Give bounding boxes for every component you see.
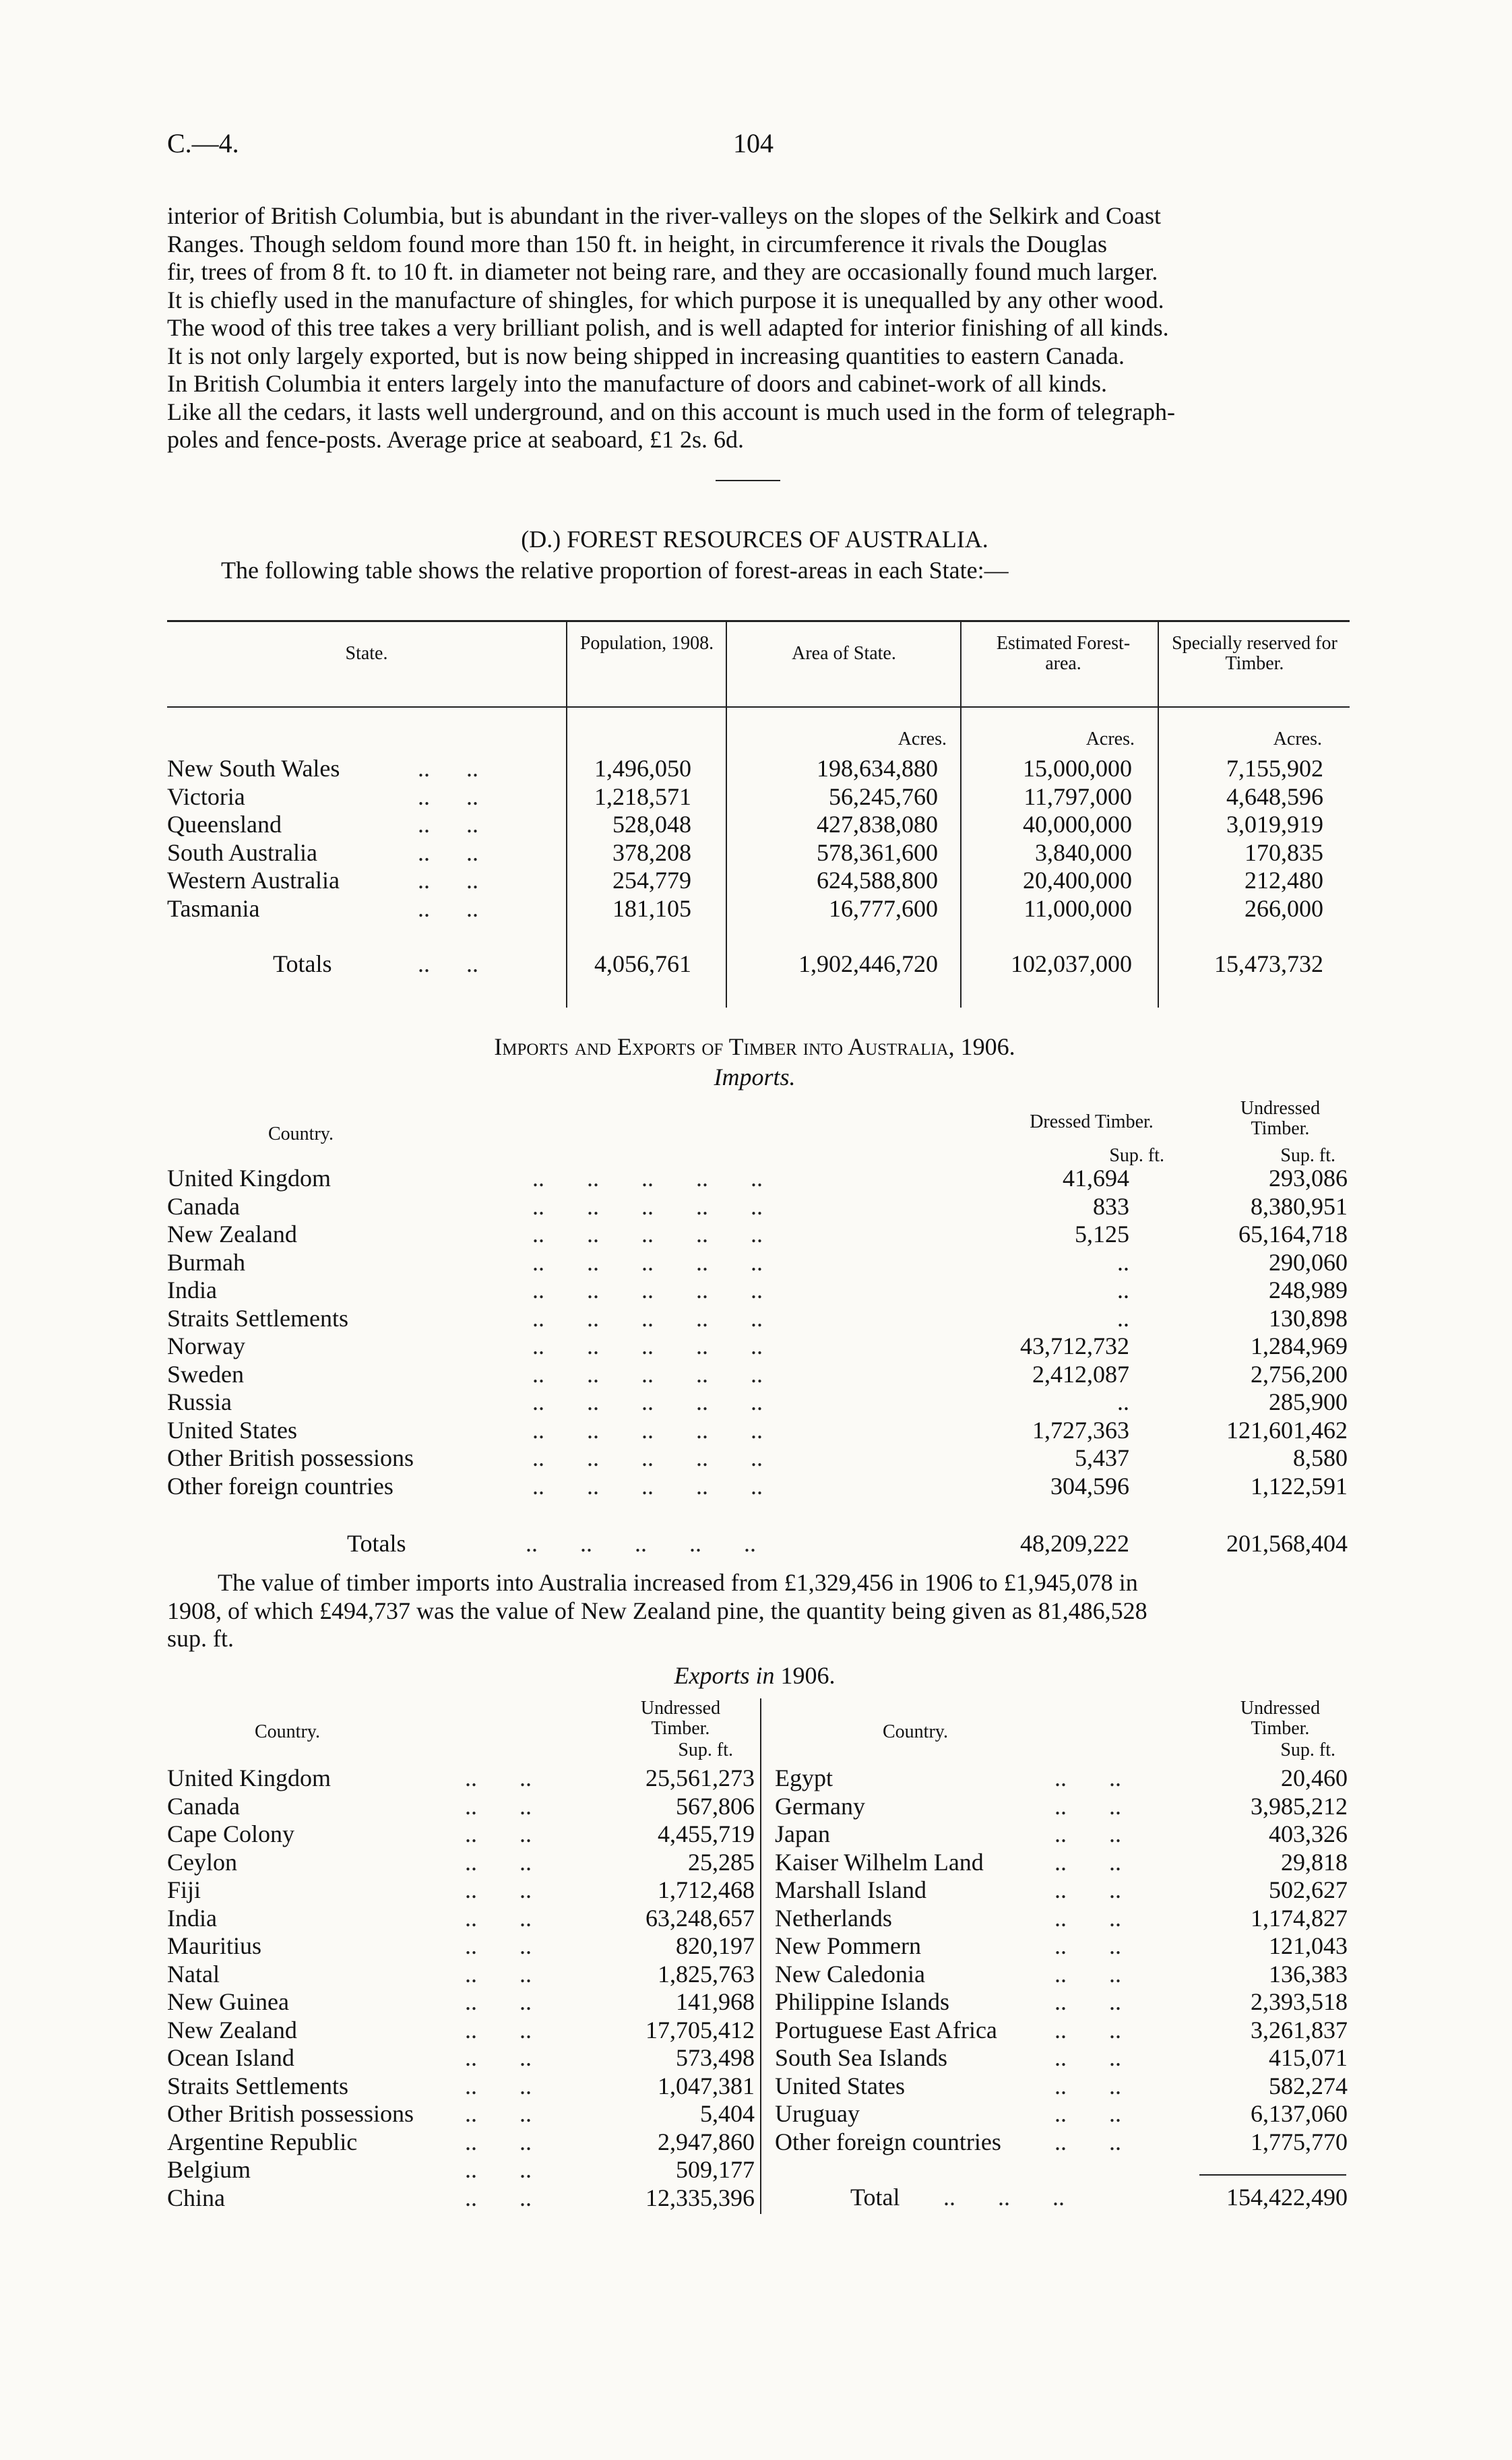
totals-label: Totals (273, 950, 332, 977)
exports-col-undressed-left: Undressed Timber. (640, 1698, 721, 1739)
table-row-reserved: 4,648,596 (1226, 782, 1323, 810)
exports-left-country: Natal (167, 1960, 220, 1988)
imports-row-country: United States (167, 1416, 297, 1444)
col-header-forest: Estimated Forest-area. (996, 633, 1131, 674)
table-row-area: 578,361,600 (817, 838, 938, 866)
table-row-population: 254,779 (612, 867, 691, 894)
table-row-state: Victoria (167, 782, 245, 810)
exports-total-label: Total (850, 2184, 900, 2211)
leader-dots: .. .. .. .. .. (532, 1304, 763, 1332)
exports-right-country: New Pommern (775, 1932, 921, 1959)
exports-left-country: United Kingdom (167, 1764, 331, 1791)
leader-dots: .. .. (465, 2044, 532, 2071)
exports-right-country: Marshall Island (775, 1876, 926, 1903)
exports-total-rule (1199, 2174, 1346, 2176)
exports-right-value: 3,985,212 (1251, 1792, 1348, 1820)
imports-row-undressed: 290,060 (1269, 1248, 1348, 1276)
imports-row-dressed: 304,596 (1050, 1472, 1129, 1500)
exports-subtitle (337, 1662, 1172, 1690)
leader-dots: .. .. (1054, 2016, 1121, 2043)
leader-dots: .. .. .. .. .. (532, 1165, 763, 1192)
leader-dots: .. .. .. .. .. (532, 1332, 763, 1359)
imports-row-country: India (167, 1277, 217, 1303)
leader-dots: .. .. (465, 1876, 532, 1903)
table-top-rule (167, 620, 1350, 622)
col-header-reserved: Specially reserved for Timber. (1172, 633, 1337, 674)
table-row-population: 378,208 (612, 838, 691, 866)
table-row-forest: 15,000,000 (1023, 755, 1132, 782)
imports-unit-undressed: Sup. ft. (1280, 1145, 1335, 1166)
value-note (167, 1569, 1346, 1653)
exports-subtitle-year: 1906. (780, 1662, 836, 1689)
leader-dots: .. .. (465, 1932, 532, 1959)
col-header-population: Population, 1908. (579, 633, 714, 654)
exports-divider (760, 1698, 761, 2214)
imports-col-undressed: Undressed Timber. (1240, 1098, 1321, 1139)
table-row-forest: 40,000,000 (1023, 811, 1132, 838)
exports-right-value: 136,383 (1269, 1960, 1348, 1988)
intro-line: It is chiefly used in the manufacture of shingles, for which purpose it is unequalled by any other wood. (167, 286, 1164, 313)
totals-area: 1,902,446,720 (798, 950, 938, 977)
table-row-state: New South Wales (167, 755, 340, 782)
imports-row-country: Sweden (167, 1360, 244, 1388)
table-row-reserved: 3,019,919 (1226, 811, 1323, 838)
intro-paragraph (167, 202, 1346, 454)
leader-dots: .. .. (1054, 1904, 1121, 1932)
exports-left-value: 509,177 (676, 2156, 755, 2183)
intro-line: It is not only largely exported, but is now being shipped in increasing quantities to eastern Canada. (167, 342, 1125, 369)
exports-left-country: Argentine Republic (167, 2128, 358, 2155)
exports-left-country: Other British possessions (167, 2100, 414, 2127)
section-title: (D.) FOREST RESOURCES OF AUSTRALIA. (521, 526, 988, 553)
leader-dots: .. .. (1054, 2072, 1121, 2099)
exports-left-value: 141,968 (676, 1988, 755, 2015)
exports-left-country: New Zealand (167, 2016, 297, 2043)
exports-right-country: United States (775, 2072, 905, 2099)
exports-right-country: Philippine Islands (775, 1988, 949, 2015)
table-row-reserved: 212,480 (1245, 867, 1323, 894)
value-note-line: 1908, of which £494,737 was the value of New Zealand pine, the quantity being given as 81,486,528 (167, 1597, 1147, 1624)
leader-dots: .. .. .. .. .. (532, 1416, 763, 1444)
imports-row-country: Other British possessions (167, 1444, 414, 1471)
exports-right-country: Egypt (775, 1764, 833, 1791)
exports-left-country: Canada (167, 1792, 240, 1820)
intro-line: The wood of this tree takes a very brilliant polish, and is well adapted for interior finishing of all kinds. (167, 314, 1169, 341)
imports-row-country: Norway (167, 1332, 245, 1359)
imports-row-dressed: .. (1117, 1248, 1129, 1276)
table-row-state: Tasmania (167, 894, 260, 922)
imports-row-dressed: .. (1117, 1388, 1129, 1415)
imports-totals-dressed: 48,209,222 (1020, 1530, 1129, 1557)
exports-right-value: 6,137,060 (1251, 2100, 1348, 2127)
leader-dots: .. .. .. .. .. (532, 1360, 763, 1388)
exports-right-country: New Caledonia (775, 1960, 925, 1988)
leader-dots: .. .. (1054, 1876, 1121, 1903)
imports-row-undressed: 248,989 (1269, 1277, 1348, 1303)
leader-dots: .. .. .. .. .. (532, 1277, 763, 1303)
imports-row-country: Straits Settlements (167, 1304, 348, 1332)
intro-line: In British Columbia it enters largely into the manufacture of doors and cabinet-work of all kinds. (167, 370, 1107, 397)
exports-right-value: 502,627 (1269, 1876, 1348, 1903)
exports-left-country: India (167, 1904, 217, 1932)
imports-row-undressed: 130,898 (1269, 1304, 1348, 1332)
leader-dots: .. .. (418, 811, 478, 838)
exports-left-value: 820,197 (676, 1932, 755, 1959)
imports-row-undressed: 65,164,718 (1238, 1221, 1348, 1248)
imports-row-dressed: 5,437 (1075, 1444, 1129, 1471)
imports-row-country: Burmah (167, 1248, 245, 1276)
col-header-area: Area of State. (792, 643, 896, 664)
imports-row-country: United Kingdom (167, 1165, 331, 1192)
leader-dots: .. .. .. .. .. (532, 1444, 763, 1471)
table-row-population: 1,218,571 (594, 782, 691, 810)
table-row-area: 198,634,880 (817, 755, 938, 782)
exports-right-country: Portuguese East Africa (775, 2016, 997, 2043)
leader-dots: .. .. .. .. .. (526, 1530, 756, 1557)
exports-left-country: Mauritius (167, 1932, 261, 1959)
table-row-population: 181,105 (612, 894, 691, 922)
leader-dots: .. .. (1054, 1764, 1121, 1791)
leader-dots: .. .. (465, 2156, 532, 2183)
exports-left-value: 25,561,273 (645, 1764, 755, 1791)
imports-row-dressed: 2,412,087 (1032, 1360, 1129, 1388)
exports-right-value: 29,818 (1281, 1848, 1348, 1876)
exports-left-value: 567,806 (676, 1792, 755, 1820)
imports-row-dressed: 5,125 (1075, 1221, 1129, 1248)
col-divider (726, 620, 727, 1008)
leader-dots: .. .. (465, 1820, 532, 1847)
imports-row-undressed: 1,122,591 (1251, 1472, 1348, 1500)
leader-dots: .. .. (1054, 2100, 1121, 2127)
page-reference: C.—4. (167, 128, 239, 158)
table-row-forest: 11,000,000 (1023, 894, 1132, 922)
exports-subtitle-italic: Exports in (674, 1662, 775, 1689)
leader-dots: .. .. (418, 782, 478, 810)
exports-left-value: 17,705,412 (645, 2016, 755, 2043)
leader-dots: .. .. (465, 2016, 532, 2043)
exports-left-value: 25,285 (688, 1848, 755, 1876)
exports-left-value: 2,947,860 (658, 2128, 755, 2155)
exports-right-value: 2,393,518 (1251, 1988, 1348, 2015)
exports-left-country: Ocean Island (167, 2044, 294, 2071)
leader-dots: .. .. (465, 1904, 532, 1932)
leader-dots: .. .. (1054, 2128, 1121, 2155)
leader-dots: .. .. (1054, 1932, 1121, 1959)
table-row-state: South Australia (167, 838, 317, 866)
exports-col-undressed-right: Undressed Timber. (1240, 1698, 1321, 1739)
intro-line: fir, trees of from 8 ft. to 10 ft. in diameter not being rare, and they are occasionally found much larger. (167, 258, 1158, 285)
leader-dots: .. .. (1054, 1792, 1121, 1820)
exports-left-value: 63,248,657 (645, 1904, 755, 1932)
exports-right-country: Other foreign countries (775, 2128, 1001, 2155)
imports-row-dressed: .. (1117, 1304, 1129, 1332)
table-row-state: Queensland (167, 811, 282, 838)
exports-left-country: China (167, 2184, 225, 2211)
exports-left-value: 573,498 (676, 2044, 755, 2071)
imports-row-country: Russia (167, 1388, 232, 1415)
leader-dots: .. .. (418, 755, 478, 782)
exports-right-country: Japan (775, 1820, 830, 1847)
page-number: 104 (733, 128, 774, 158)
exports-left-country: Belgium (167, 2156, 251, 2183)
table-row-reserved: 7,155,902 (1226, 755, 1323, 782)
leader-dots: .. .. (465, 2184, 532, 2211)
leader-dots: .. .. (465, 1792, 532, 1820)
exports-col-country-left: Country. (255, 1721, 320, 1742)
leader-dots: .. .. (465, 1988, 532, 2015)
imports-row-country: New Zealand (167, 1221, 297, 1248)
value-note-line: sup. ft. (167, 1625, 234, 1652)
exports-right-value: 582,274 (1269, 2072, 1348, 2099)
exports-right-value: 3,261,837 (1251, 2016, 1348, 2043)
leader-dots: .. .. (465, 2072, 532, 2099)
leader-dots: .. .. (465, 2128, 532, 2155)
unit-area: Acres. (897, 729, 947, 749)
leader-dots: .. .. (1054, 1820, 1121, 1847)
leader-dots: .. .. .. .. .. (532, 1192, 763, 1220)
imports-row-dressed: 41,694 (1063, 1165, 1129, 1192)
totals-reserved: 15,473,732 (1214, 950, 1323, 977)
exports-left-value: 1,825,763 (658, 1960, 755, 1988)
leader-dots: .. .. (418, 838, 478, 866)
exports-right-value: 20,460 (1281, 1764, 1348, 1791)
exports-col-country-right: Country. (883, 1721, 948, 1742)
intro-line: poles and fence-posts. Average price at seaboard, £1 2s. 6d. (167, 426, 745, 453)
exports-left-value: 1,712,468 (658, 1876, 755, 1903)
exports-left-country: Ceylon (167, 1848, 237, 1876)
imports-row-undressed: 2,756,200 (1251, 1360, 1348, 1388)
col-divider (960, 620, 962, 1008)
header-bottom-rule (167, 706, 1350, 708)
col-header-state: State. (345, 643, 388, 664)
imports-row-undressed: 293,086 (1269, 1165, 1348, 1192)
exports-left-country: Cape Colony (167, 1820, 294, 1847)
imports-row-dressed: 1,727,363 (1032, 1416, 1129, 1444)
imports-totals-label: Totals (347, 1530, 406, 1557)
exports-left-country: Fiji (167, 1876, 201, 1903)
imports-row-country: Canada (167, 1192, 240, 1220)
exports-right-country: Germany (775, 1792, 865, 1820)
leader-dots: .. .. (418, 867, 478, 894)
imports-row-dressed: 833 (1093, 1192, 1129, 1220)
exports-right-value: 403,326 (1269, 1820, 1348, 1847)
totals-forest: 102,037,000 (1011, 950, 1132, 977)
leader-dots: .. .. (1054, 1848, 1121, 1876)
leader-dots: .. .. (1054, 1988, 1121, 2015)
exports-right-value: 1,775,770 (1251, 2128, 1348, 2155)
section-divider (716, 480, 780, 481)
table-row-population: 1,496,050 (594, 755, 691, 782)
value-note-line: The value of timber imports into Australia increased from £1,329,456 in 1906 to £1,945,078 in (218, 1569, 1138, 1596)
table-row-area: 56,245,760 (829, 782, 938, 810)
exports-left-country: New Guinea (167, 1988, 289, 2015)
table-row-population: 528,048 (612, 811, 691, 838)
exports-right-country: Netherlands (775, 1904, 892, 1932)
imports-col-dressed: Dressed Timber. (1030, 1111, 1154, 1132)
leader-dots: .. .. (465, 1764, 532, 1791)
imports-row-dressed: .. (1117, 1277, 1129, 1303)
unit-reserved: Acres. (1273, 729, 1322, 749)
imports-row-country: Other foreign countries (167, 1472, 393, 1500)
imports-col-country: Country. (268, 1124, 334, 1144)
exports-right-country: South Sea Islands (775, 2044, 947, 2071)
imports-row-undressed: 121,601,462 (1226, 1416, 1348, 1444)
intro-line: Like all the cedars, it lasts well underground, and on this account is much used in the form of telegraph- (167, 398, 1175, 425)
intro-line: Ranges. Though seldom found more than 150 ft. in height, in circumference it rivals the Douglas (167, 230, 1108, 257)
imports-row-undressed: 8,380,951 (1251, 1192, 1348, 1220)
leader-dots: .. .. .. .. .. (532, 1472, 763, 1500)
leader-dots: .. .. (465, 1848, 532, 1876)
table-row-forest: 3,840,000 (1035, 838, 1132, 866)
exports-left-country: Straits Settlements (167, 2072, 348, 2099)
table-row-area: 427,838,080 (817, 811, 938, 838)
exports-right-country: Uruguay (775, 2100, 860, 2127)
leader-dots: .. .. (465, 1960, 532, 1988)
leader-dots: .. .. .. .. .. (532, 1221, 763, 1248)
leader-dots: .. .. .. .. .. (532, 1388, 763, 1415)
exports-right-value: 415,071 (1269, 2044, 1348, 2071)
exports-left-value: 4,455,719 (658, 1820, 755, 1847)
imports-totals-undressed: 201,568,404 (1226, 1530, 1348, 1557)
table-row-reserved: 266,000 (1245, 894, 1323, 922)
unit-forest: Acres. (1085, 729, 1135, 749)
table-row-area: 624,588,800 (817, 867, 938, 894)
exports-unit-right: Sup. ft. (1280, 1740, 1335, 1760)
exports-right-value: 121,043 (1269, 1932, 1348, 1959)
table-row-area: 16,777,600 (829, 894, 938, 922)
leader-dots: .. .. .. .. .. (532, 1248, 763, 1276)
exports-unit-left: Sup. ft. (678, 1740, 733, 1760)
imports-row-undressed: 285,900 (1269, 1388, 1348, 1415)
imports-unit-dressed: Sup. ft. (1109, 1145, 1164, 1166)
imports-exports-title: Imports and Exports of Timber into Australia, 1906. (494, 1033, 1015, 1060)
leader-dots: .. .. (1054, 2044, 1121, 2071)
exports-total-value: 154,422,490 (1226, 2184, 1348, 2211)
totals-pop: 4,056,761 (594, 950, 691, 977)
table-row-reserved: 170,835 (1245, 838, 1323, 866)
leader-dots: .. .. .. (943, 2184, 1065, 2211)
exports-left-value: 12,335,396 (645, 2184, 755, 2211)
exports-left-value: 1,047,381 (658, 2072, 755, 2099)
imports-subtitle: Imports. (714, 1064, 796, 1090)
table-row-forest: 20,400,000 (1023, 867, 1132, 894)
table-row-state: Western Australia (167, 867, 340, 894)
leader-dots: .. .. (465, 2100, 532, 2127)
imports-row-undressed: 8,580 (1293, 1444, 1348, 1471)
intro-line: interior of British Columbia, but is abundant in the river-valleys on the slopes of the Selkirk and Coast (167, 202, 1162, 229)
section-intro: The following table shows the relative proportion of forest-areas in each State:— (221, 557, 1009, 584)
imports-row-undressed: 1,284,969 (1251, 1332, 1348, 1359)
imports-row-dressed: 43,712,732 (1020, 1332, 1129, 1359)
leader-dots: .. .. (418, 894, 478, 922)
exports-right-country: Kaiser Wilhelm Land (775, 1848, 984, 1876)
exports-right-value: 1,174,827 (1251, 1904, 1348, 1932)
leader-dots: .. .. (418, 950, 478, 977)
exports-left-value: 5,404 (700, 2100, 755, 2127)
leader-dots: .. .. (1054, 1960, 1121, 1988)
table-row-forest: 11,797,000 (1023, 782, 1132, 810)
